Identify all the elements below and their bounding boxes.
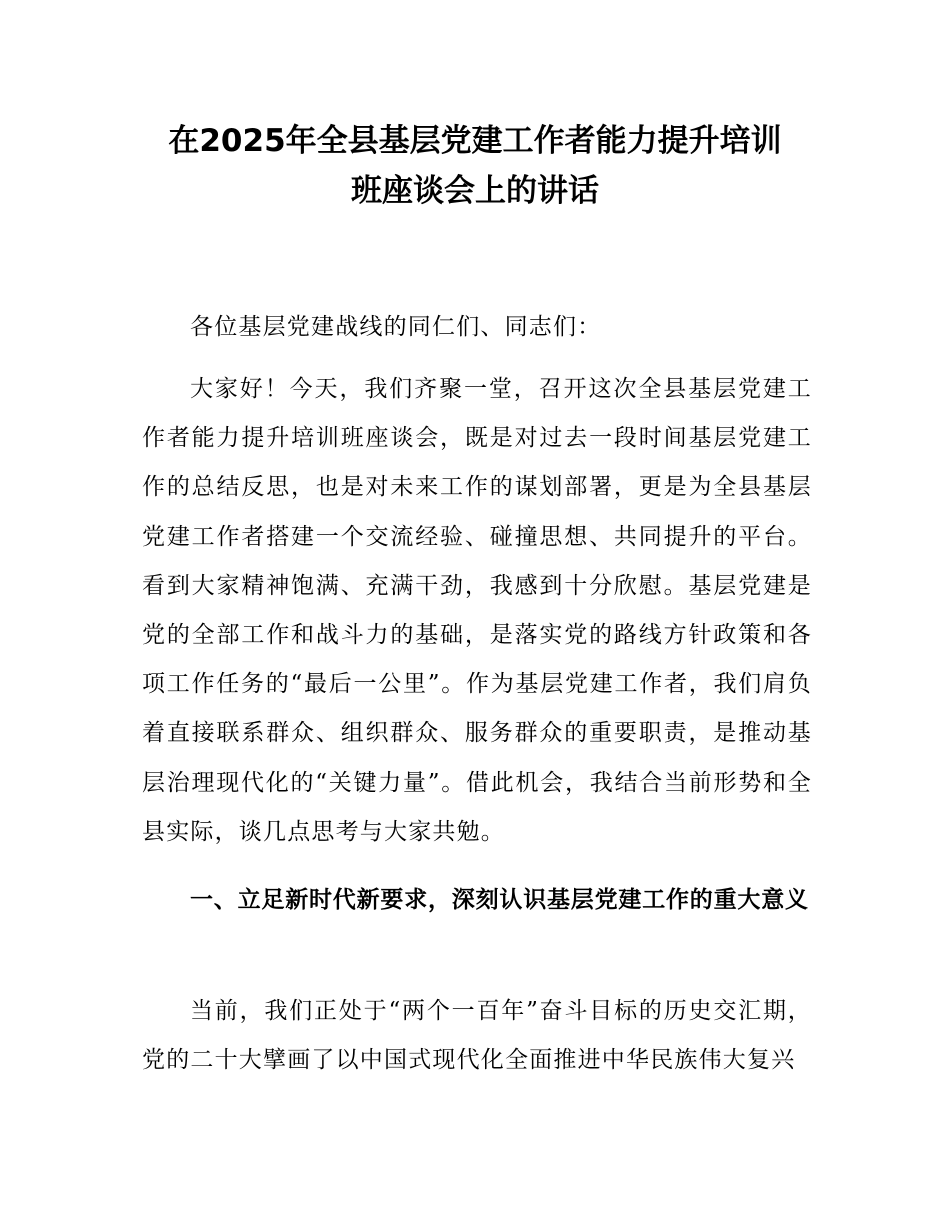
greeting: 各位基层党建战线的同仁们、同志们： <box>190 314 602 340</box>
opening-paragraph: 大家好！今天，我们齐聚一堂，召开这次全县基层党建工作者能力提升培训班座谈会，既是对过去一段时间基层党建工作的总结反思，也是对未来工作的谋划部署，更是为全县基层党建工作者搭建一个交流经验、碰撞思想、共同提升的平台。看到大家精神饱满、充满干劲，我感到十分欣慰。基层党建是党的全部工作和战斗力的基础，是落实党的路线方针政策和各项工作任务的“最后一公里”。作为基层党建工作者，我们肩负着直接联系群众、组织群众、服务群众的重要职责，是推动基层治理现代化的“关键力量”。借此机会，我结合当前形势和全县实际，谈几点思考与大家共勉。 <box>142 376 812 845</box>
section1-paragraph: 当前，我们正处于“两个一百年”奋斗目标的历史交汇期，党的二十大擘画了以中国式现代化全面推进中华民族伟大复兴 <box>142 998 812 1074</box>
speech-title <box>100 116 850 216</box>
section-heading-1: 一、立足新时代新要求，深刻认识基层党建工作的重大意义 <box>190 887 809 913</box>
title-line-1: 在2025年全县基层党建工作者能力提升培训 <box>168 123 782 159</box>
title-line-2: 班座谈会上的讲话 <box>351 173 599 209</box>
